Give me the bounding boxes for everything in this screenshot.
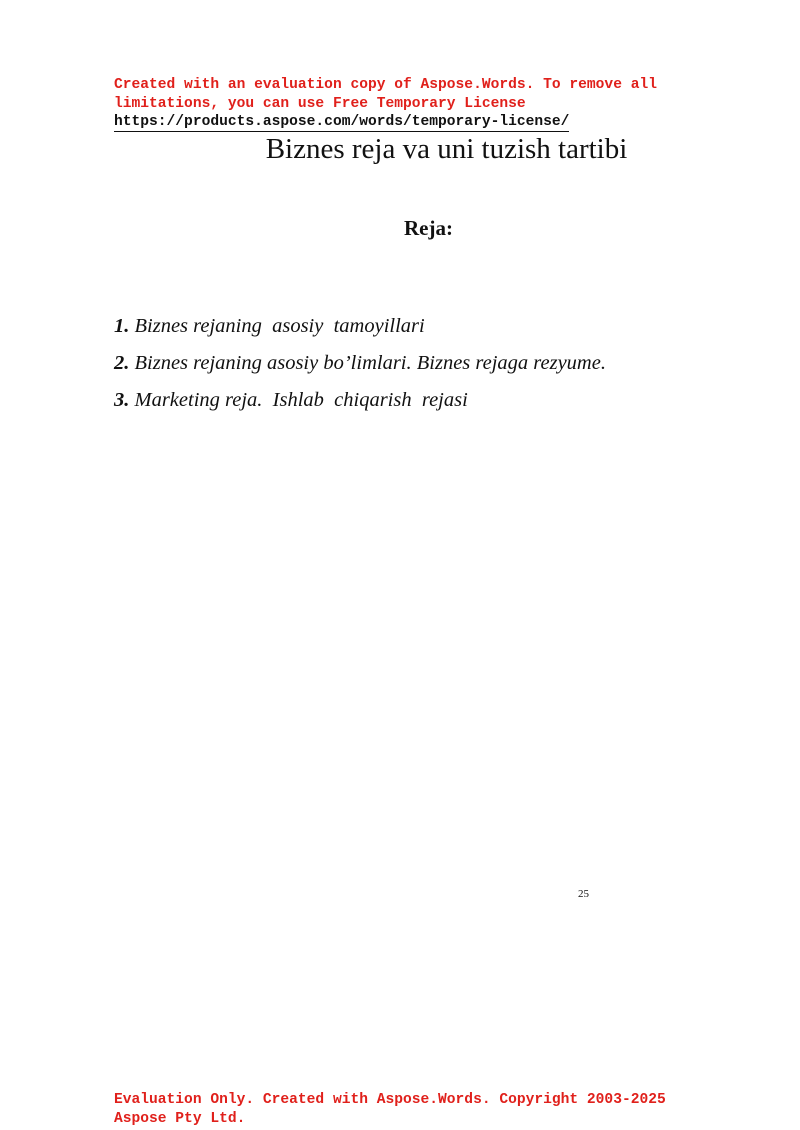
plan-item-3 — [114, 386, 734, 423]
plan-item-text: Biznes rejaning asosiy tamoyillari — [129, 315, 425, 337]
plan-item-text: Biznes rejaning asosiy bo’limlari. Biznes rejaga rezyume. — [129, 352, 606, 374]
evaluation-notice-line-1: Created with an evaluation copy of Aspose.Words. To remove all — [114, 77, 657, 93]
temporary-license-link[interactable]: https://products.aspose.com/words/temporary-license/ — [114, 114, 570, 130]
page-number: 25 — [578, 888, 589, 900]
plan-item-2 — [114, 349, 734, 386]
plan-item-number: 1. — [114, 315, 130, 337]
plan-item-number: 2. — [114, 352, 130, 374]
evaluation-footer-line-1: Evaluation Only. Created with Aspose.Words. Copyright 2003-2025 — [114, 1092, 666, 1108]
plan-heading: Reja: — [404, 216, 453, 240]
plan-item-text: Marketing reja. Ishlab chiqarish rejasi — [129, 389, 468, 411]
evaluation-notice-header — [114, 76, 734, 132]
plan-list — [114, 312, 734, 423]
document-title: Biznes reja va uni tuzish tartibi — [265, 133, 628, 165]
evaluation-notice-footer — [114, 1091, 754, 1128]
plan-item-number: 3. — [114, 389, 130, 411]
evaluation-notice-line-2: limitations, you can use Free Temporary License — [114, 95, 526, 112]
evaluation-footer-line-2: Aspose Pty Ltd. — [114, 1110, 246, 1127]
plan-item-1 — [114, 312, 734, 349]
